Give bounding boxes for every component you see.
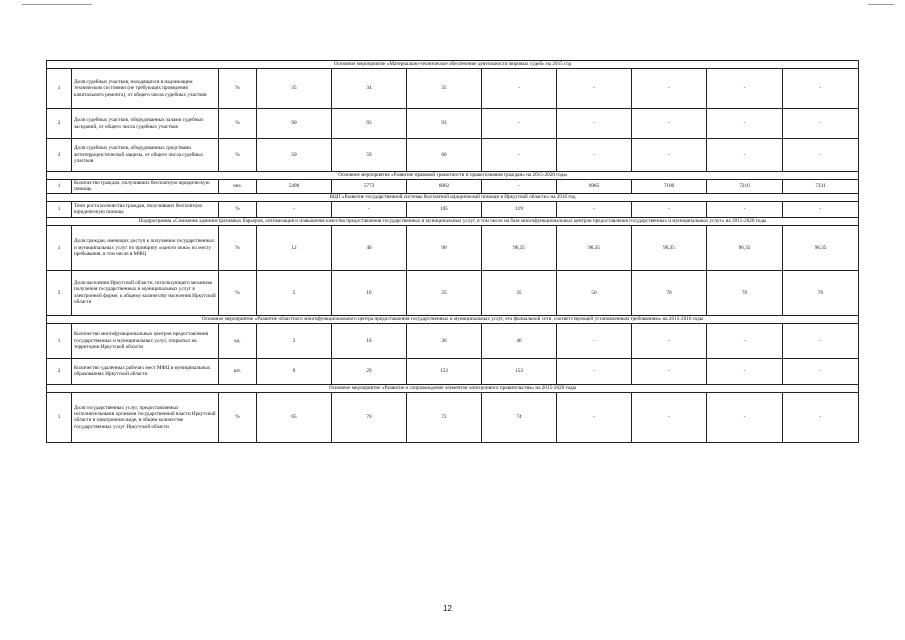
indicator-cell: Доля населения Иркутской области, использующего механизм получения государственных и муниципальных услуг в электронной форме, к общему количеству населения Иркутской области [72,270,219,315]
table-row [47,139,859,172]
indicator-cell: Количество многофункциональных центров предоставления государственных и муниципальных услуг, открытых на территории Иркутской области [72,323,219,358]
value-cell: - [632,323,707,358]
value-cell: 96,35 [482,225,557,270]
row-number-cell: 2 [47,109,72,139]
section-header-row [47,315,859,323]
value-cell: - [482,180,557,194]
row-number-cell: 1 [47,201,72,217]
value-cell: 6062 [407,180,482,194]
value-cell: 50 [257,139,332,172]
unit-cell: ед. [219,323,257,358]
table-row [47,69,859,109]
scan-artifact [868,4,894,5]
value-cell: 93 [407,109,482,139]
value-cell: - [632,201,707,217]
unit-cell: % [219,392,257,442]
value-cell: 35 [257,69,332,109]
section-title: Основное мероприятие «Развитие правовой грамотности и правосознания граждан» на 2015-2020 годы [47,172,859,180]
value-cell: 5498 [257,180,332,194]
indicator-cell: Темп роста количества граждан, получивших бесплатную юридическую помощь [72,201,219,217]
value-cell: - [707,358,783,384]
value-cell: - [707,392,783,442]
value-cell: - [482,109,557,139]
value-cell: 72 [407,392,482,442]
row-number-cell: 1 [47,225,72,270]
unit-cell: % [219,225,257,270]
value-cell: 7100 [632,180,707,194]
value-cell: - [707,69,783,109]
value-cell: 10 [332,270,407,315]
value-cell: 34 [332,69,407,109]
value-cell: - [783,69,859,109]
value-cell: 5773 [332,180,407,194]
value-cell: 12 [257,225,332,270]
value-cell: 6985 [557,180,632,194]
indicator-cell: Количество удаленных рабочих мест МФЦ в муниципальных образованиях Иркутской области [72,358,219,384]
section-title: ВЦП «Развитие государственной системы бесплатной юридической помощи в Иркутской области» на 2016 год [47,193,859,201]
row-number-cell: 2 [47,270,72,315]
value-cell: - [332,201,407,217]
value-cell: 70 [783,270,859,315]
section-header-row [47,61,859,69]
row-number-cell: 3 [47,139,72,172]
value-cell: 0 [257,358,332,384]
value-cell: - [707,109,783,139]
unit-cell: чел. [219,180,257,194]
value-cell: 153 [407,358,482,384]
value-cell: - [632,109,707,139]
row-number-cell: 1 [47,180,72,194]
table-row [47,201,859,217]
indicator-cell: Доля государственных услуг, предоставляемых исполнительными органами государственной власти Иркутской области в электронном виде, в общем количестве государственных услуг Иркутской области [72,392,219,442]
value-cell: - [557,69,632,109]
value-cell: - [632,69,707,109]
value-cell: 40 [332,225,407,270]
row-number-cell: 1 [47,392,72,442]
table-row [47,323,859,358]
value-cell: 93 [332,109,407,139]
section-header-row [47,384,859,392]
value-cell: 96,35 [557,225,632,270]
value-cell: 50 [557,270,632,315]
value-cell: 35 [407,69,482,109]
value-cell: - [557,358,632,384]
indicator-cell: Доля судебных участков, находящихся в надлежащем техническом состоянии (не требующих проведения капитального ремонта), от общего числа судебных участков [72,69,219,109]
value-cell: 90 [407,225,482,270]
indicators-table [46,60,859,443]
section-header-row [47,172,859,180]
value-cell: - [632,139,707,172]
value-cell: - [783,139,859,172]
value-cell: 96,35 [707,225,783,270]
value-cell: - [557,323,632,358]
table-row [47,392,859,442]
value-cell: 2 [257,323,332,358]
value-cell: - [632,358,707,384]
value-cell: - [783,323,859,358]
value-cell: - [707,323,783,358]
section-header-row [47,217,859,225]
section-title: Основное мероприятие «Развитие областного многофункционального центра предоставления государственных и муниципальных услуг, его филиальной сети, соответствующей установленным требованиям» на 2015-2016 годы [47,315,859,323]
value-cell: 25 [407,270,482,315]
value-cell: - [707,139,783,172]
value-cell: 90 [257,109,332,139]
value-cell: 59 [332,139,407,172]
unit-cell: % [219,270,257,315]
indicator-cell: Доля граждан, имеющих доступ к получению государственных и муниципальных услуг по принципу «одного окна» по месту пребывания, в том числе в МФЦ [72,225,219,270]
value-cell: - [557,139,632,172]
value-cell: 119 [482,201,557,217]
value-cell: - [482,69,557,109]
row-number-cell: 1 [47,69,72,109]
value-cell: - [557,392,632,442]
value-cell: 70 [332,392,407,442]
value-cell: 153 [482,358,557,384]
value-cell: 46 [482,323,557,358]
table-row [47,109,859,139]
value-cell: - [783,392,859,442]
value-cell: 70 [707,270,783,315]
page-number: 12 [443,604,452,613]
table-row [47,225,859,270]
value-cell: 105 [407,201,482,217]
section-title: Основное мероприятие «Материально-техническое обеспечение деятельности мировых судей» на 2015 год [47,61,859,69]
value-cell: - [783,201,859,217]
indicator-cell: Доля судебных участков, оборудованных средствами антитеррористической защиты, от общего числа судебных участков [72,139,219,172]
value-cell: 7331 [783,180,859,194]
value-cell: 7216 [707,180,783,194]
value-cell: - [482,139,557,172]
value-cell: 65 [257,392,332,442]
value-cell: 35 [482,270,557,315]
value-cell: - [707,201,783,217]
section-header-row [47,193,859,201]
indicator-cell: Доля судебных участков, оборудованных залами судебных заседаний, от общего числа судебных участков [72,109,219,139]
value-cell: 96,35 [632,225,707,270]
value-cell: 18 [332,323,407,358]
table-body [47,61,859,443]
row-number-cell: 1 [47,323,72,358]
unit-cell: % [219,139,257,172]
value-cell: 96,35 [783,225,859,270]
value-cell: 5 [257,270,332,315]
table-row [47,358,859,384]
section-title: Основное мероприятие «Развитие и сопровождение элементов электронного правительства» на 2015-2020 годы [47,384,859,392]
table-row [47,180,859,194]
table-row [47,270,859,315]
value-cell: - [557,109,632,139]
unit-cell: % [219,69,257,109]
value-cell: - [257,201,332,217]
value-cell: 29 [332,358,407,384]
unit-cell: шт. [219,358,257,384]
value-cell: - [557,201,632,217]
value-cell: 60 [407,139,482,172]
indicator-cell: Количество граждан, получивших бесплатную юридическую помощь [72,180,219,194]
value-cell: 36 [407,323,482,358]
value-cell: 70 [632,270,707,315]
section-title: Подпрограмма «Снижение административных барьеров, оптимизация и повышение качества предоставления государственных и муниципальных услуг, в том числе на базе многофункциональных центров предоставления государственных и муниципальных услуг» на 2015-2020 годы [47,217,859,225]
value-cell: - [783,109,859,139]
unit-cell: % [219,201,257,217]
scan-artifact [22,4,92,5]
unit-cell: % [219,109,257,139]
value-cell: - [783,358,859,384]
row-number-cell: 2 [47,358,72,384]
value-cell: - [632,392,707,442]
value-cell: 74 [482,392,557,442]
